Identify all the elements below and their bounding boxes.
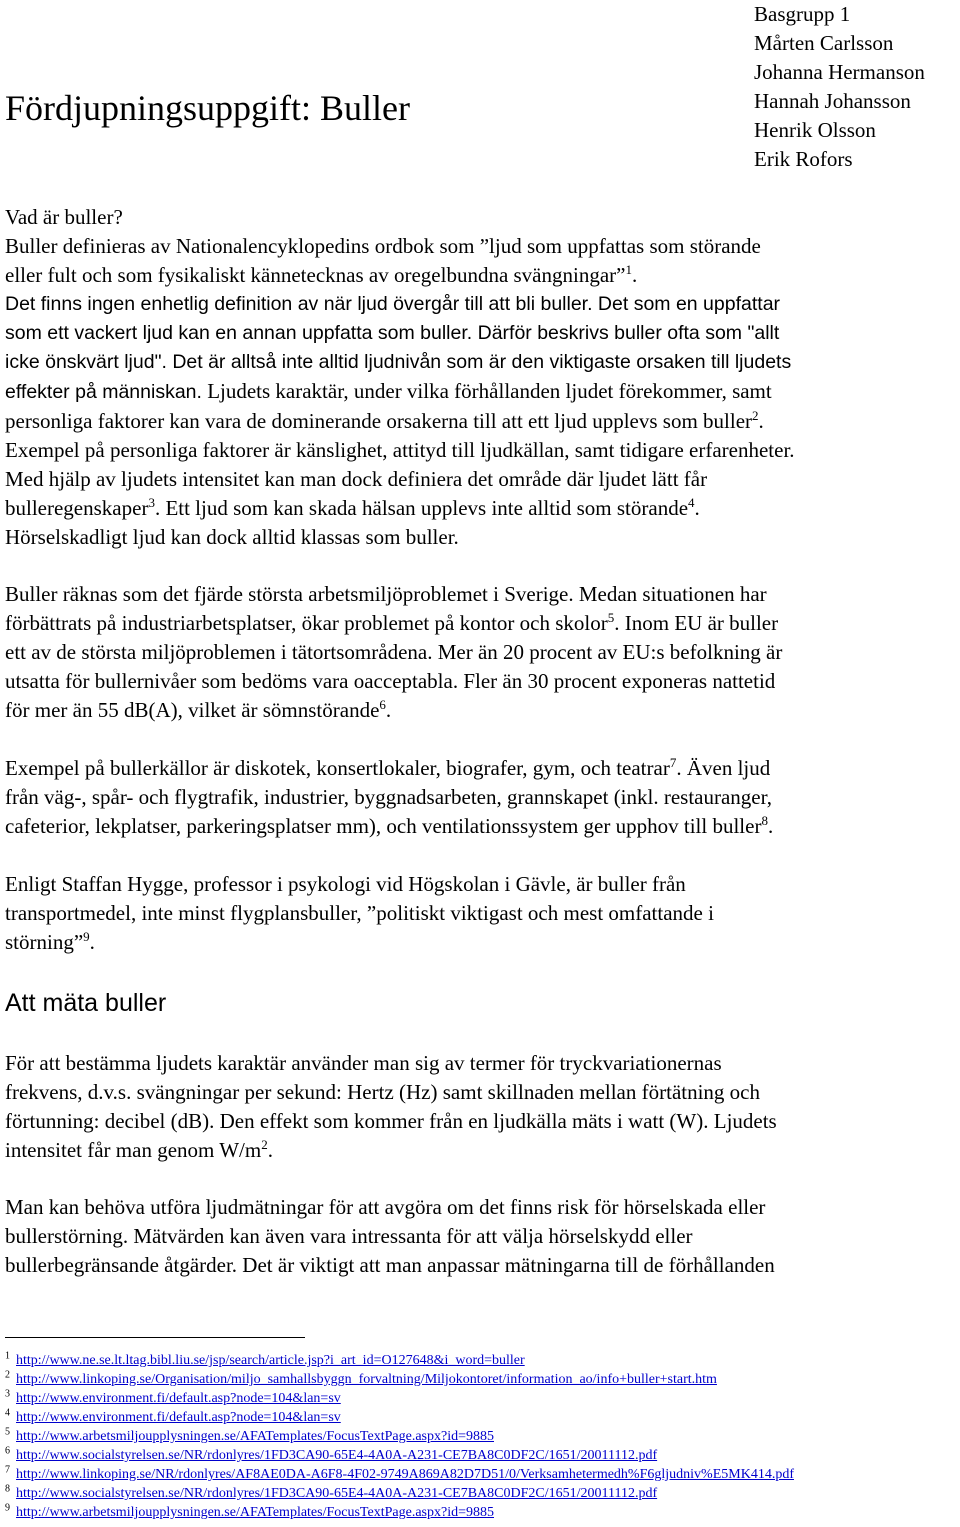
footnote-link[interactable]: http://www.ne.se.lt.ltag.bibl.liu.se/jsp/search/article.jsp?i_art_id=O127648&i_word=buller <box>16 1353 525 1368</box>
footnote-ref: 4 <box>688 495 695 510</box>
member-name: Hannah Johansson <box>754 89 911 113</box>
text-line: icke önskvärt ljud". Det är alltså inte alltid ljudnivån som är den viktigaste orsaken till ljudets <box>5 351 792 373</box>
paragraph-work-environment <box>5 580 955 725</box>
footnote-ref: 6 <box>379 697 386 712</box>
footnote-link[interactable]: http://www.environment.fi/default.asp?node=104&lan=sv <box>16 1391 341 1406</box>
superscript: 2 <box>261 1137 268 1152</box>
text-line: störning”$^9$. <box>5 929 95 954</box>
footnote-ref: 5 <box>607 610 615 625</box>
text-line: bullerstörning. Mätvärden kan även vara intressanta för att välja hörselskydd eller <box>5 1224 693 1248</box>
footnote-link[interactable]: http://www.linkoping.se/NR/rdonlyres/AF8AE0DA-A6F8-4F02-9749A869A82D7D51/0/Verksamhetermedh%F6gljudniv%E5MK414.pdf <box>16 1467 794 1482</box>
footnote-number: 8 <box>5 1483 10 1495</box>
member-name: Henrik Olsson <box>754 118 876 142</box>
footnote <box>5 1503 494 1522</box>
footnote-ref: 9 <box>83 929 90 944</box>
text-line: för mer än 55 dB(A), vilket är sömnstörande$^6$. <box>5 697 392 722</box>
footnote-number: 3 <box>5 1388 10 1400</box>
section-heading-measure: Att mäta buller <box>5 989 167 1017</box>
footnote-ref: 7 <box>669 755 677 770</box>
footnote-link[interactable]: http://www.environment.fi/default.asp?node=104&lan=sv <box>16 1410 341 1425</box>
text-line: För att bestämma ljudets karaktär använder man sig av termer för tryckvariationernas <box>5 1051 722 1075</box>
paragraph-measure-reasons <box>5 1193 955 1280</box>
section-what-is-noise <box>5 203 955 552</box>
footnote-ref: 2 <box>752 408 759 423</box>
footnote <box>5 1389 341 1408</box>
footnote-number: 7 <box>5 1464 10 1476</box>
footnote-ref: 3 <box>148 495 155 510</box>
text-line: bullerbegränsande åtgärder. Det är viktigt att man anpassar mätningarna till de förhållanden <box>5 1253 775 1277</box>
footnote-divider <box>5 1337 305 1338</box>
footnote-number: 9 <box>5 1502 10 1514</box>
text-line: Man kan behöva utföra ljudmätningar för att avgöra om det finns risk för hörselskada eller <box>5 1195 766 1219</box>
footnote <box>5 1484 657 1503</box>
text-line: bulleregenskaper$^3$. Ett ljud som kan skada hälsan upplevs inte alltid som störande$^4$. <box>5 495 700 520</box>
text-line: frekvens, d.v.s. svängningar per sekund: Hertz (Hz) samt skillnaden mellan förtätning och <box>5 1080 761 1104</box>
text-line: Det finns ingen enhetlig definition av när ljud övergår till att bli buller. Det som en uppfattar <box>5 293 781 315</box>
text-line: Med hjälp av ljudets intensitet kan man dock definiera det område där ljudet lätt får <box>5 467 708 491</box>
text-line: från väg-, spår- och flygtrafik, industrier, byggnadsarbeten, grannskapet (inkl. restauranger, <box>5 785 773 809</box>
member-name: Mårten Carlsson <box>754 31 894 55</box>
text-line: eller fult och som fysikaliskt kännetecknas av oregelbundna svängningar”$^1$. <box>5 262 638 287</box>
document-title: Fördjupningsuppgift: Buller <box>5 88 410 128</box>
paragraph-measure-terms <box>5 1049 955 1165</box>
footnote-number: 1 <box>5 1350 10 1362</box>
text-line: intensitet får man genom $W/m^2$. <box>5 1137 273 1162</box>
text-line: Buller definieras av Nationalencyklopedins ordbok som ”ljud som uppfattas som störande <box>5 234 761 258</box>
footnote-ref: 1 <box>625 262 632 277</box>
text-line: Exempel på bullerkällor är diskotek, konsertlokaler, biografer, gym, och teatrar$^7$. Även ljud <box>5 755 771 780</box>
footnote-link[interactable]: http://www.socialstyrelsen.se/NR/rdonlyres/1FD3CA90-65E4-4A0A-A231-CE7BA8C0DF2C/1651/20011112.pdf <box>16 1486 658 1501</box>
text-line: förtunning: decibel (dB). Den effekt som kommer från en ljudkälla mäts i watt (W). Ljudets <box>5 1109 777 1133</box>
text-line: Hörselskadligt ljud kan dock alltid klassas som buller. <box>5 525 459 549</box>
footnote <box>5 1408 341 1427</box>
footnote-number: 2 <box>5 1369 10 1381</box>
member-name: Johanna Hermanson <box>754 60 925 84</box>
group-name: Basgrupp 1 <box>754 2 851 26</box>
group-members <box>754 0 925 174</box>
footnote-ref: 8 <box>761 813 768 828</box>
paragraph-hygge-quote <box>5 870 955 957</box>
footnote <box>5 1465 794 1484</box>
footnote <box>5 1351 525 1370</box>
text-line: Enligt Staffan Hygge, professor i psykologi vid Högskolan i Gävle, är buller från <box>5 872 686 896</box>
text-line: förbättrats på industriarbetsplatser, ökar problemet på kontor och skolor$^5$. Inom EU är buller <box>5 610 779 635</box>
footnote-link[interactable]: http://www.arbetsmiljoupplysningen.se/AFATemplates/FocusTextPage.aspx?id=9885 <box>16 1505 494 1520</box>
footnote-link[interactable]: http://www.linkoping.se/Organisation/miljo_samhallsbyggn_forvaltning/Miljokontoret/information_ao/info+buller+start.htm <box>16 1372 717 1387</box>
footnote-number: 4 <box>5 1407 10 1419</box>
text-line: transportmedel, inte minst flygplansbuller, ”politiskt viktigast och mest omfattande i <box>5 901 714 925</box>
text-line: Exempel på personliga faktorer är känslighet, attityd till ljudkällan, samt tidigare erfarenheter. <box>5 438 795 462</box>
text-line: som ett vackert ljud kan en annan uppfatta som buller. Därför beskrivs buller ofta som "allt <box>5 322 780 344</box>
footnote-link[interactable]: http://www.socialstyrelsen.se/NR/rdonlyres/1FD3CA90-65E4-4A0A-A231-CE7BA8C0DF2C/1651/20011112.pdf <box>16 1448 658 1463</box>
paragraph-noise-sources <box>5 754 955 841</box>
text-line: cafeterior, lekplatser, parkeringsplatser mm), och ventilationssystem ger upphov till buller$^8$. <box>5 813 774 838</box>
section-heading: Vad är buller? <box>5 205 123 229</box>
footnote-number: 5 <box>5 1426 10 1438</box>
member-name: Erik Rofors <box>754 147 853 171</box>
footnote-link[interactable]: http://www.arbetsmiljoupplysningen.se/AFATemplates/FocusTextPage.aspx?id=9885 <box>16 1429 494 1444</box>
text-line: ett av de största miljöproblemen i tätortsområdena. Mer än 20 procent av EU:s befolkning är <box>5 640 783 664</box>
footnote-number: 6 <box>5 1445 10 1457</box>
text-line: utsatta för bullernivåer som bedöms vara oacceptabla. Fler än 30 procent exponeras nattetid <box>5 669 776 693</box>
text-line: Buller räknas som det fjärde största arbetsmiljöproblemet i Sverige. Medan situationen har <box>5 582 767 606</box>
text-line: effekter på människan. Ljudets karaktär, under vilka förhållanden ljudet förekommer, samt <box>5 379 772 403</box>
footnote <box>5 1446 657 1465</box>
footnote <box>5 1427 494 1446</box>
footnote <box>5 1370 717 1389</box>
text-line: personliga faktorer kan vara de dominerande orsakerna till att ett ljud upplevs som buller$^2$. <box>5 408 764 433</box>
